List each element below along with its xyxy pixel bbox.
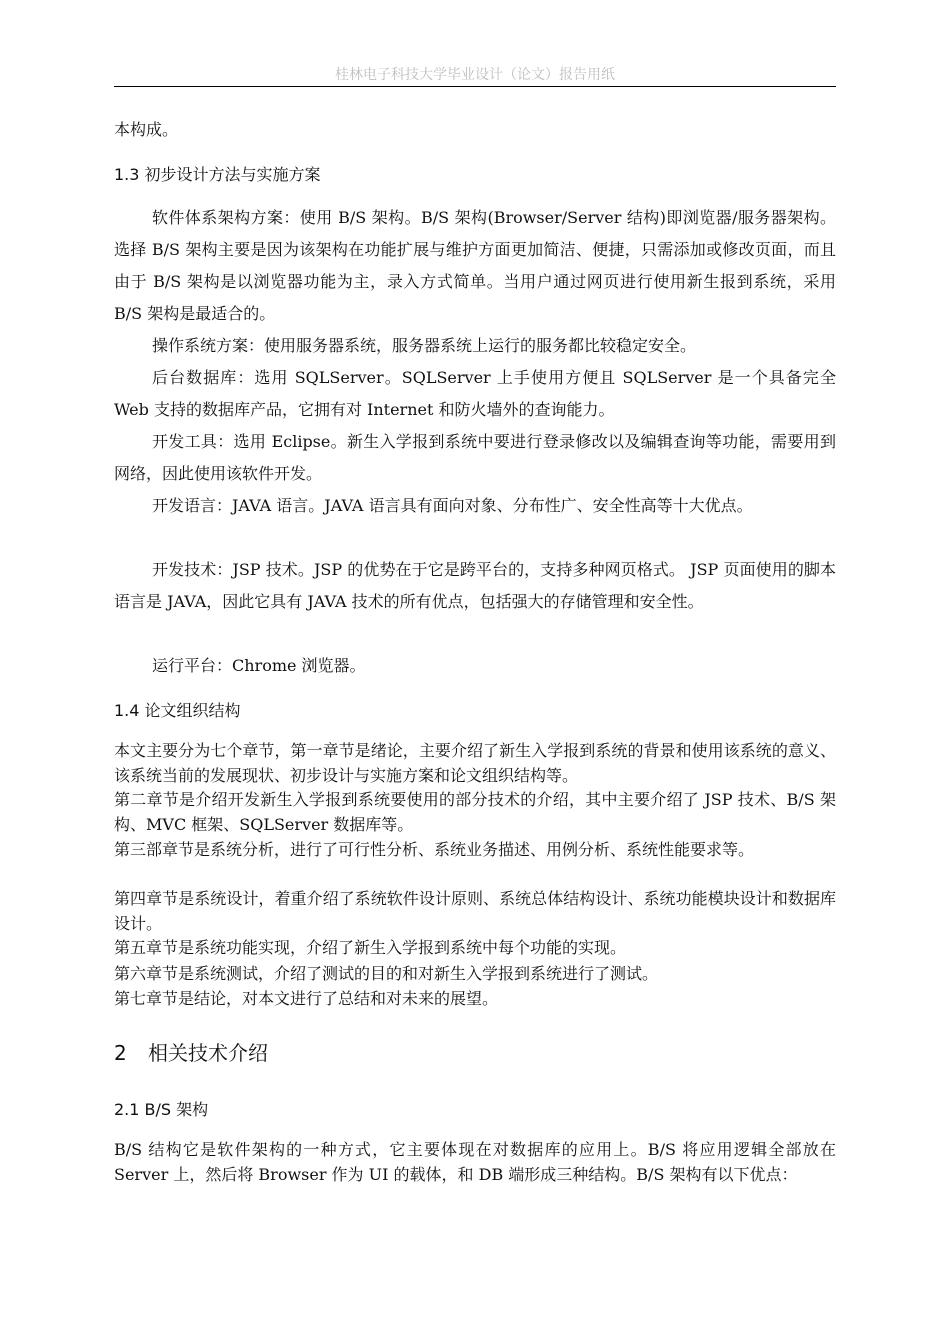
paragraph-bs-intro: B/S 结构它是软件架构的一种方式，它主要体现在对数据库的应用上。B/S 将应用逻辑全部放在 Server 上，然后将 Browser 作为 UI 的载体，和 DB 端形成三种结构。B/S 架构有以下优点：	[114, 1140, 836, 1184]
paragraph-dev-tech: 开发技术：JSP 技术。JSP 的优势在于它是跨平台的，支持多种网页格式。 JSP 页面使用的脚本语言是 JAVA，因此它具有 JAVA 技术的所有优点，包括强大的存储管理和安全性。	[114, 560, 836, 611]
section-heading-1-4: 1.4 论文组织结构	[114, 701, 241, 720]
paragraph-structure-5: 第五章节是系统功能实现，介绍了新生入学报到系统中每个功能的实现。	[114, 938, 627, 957]
paragraph-structure-4: 第四章节是系统设计，着重介绍了系统软件设计原则、系统总体结构设计、系统功能模块设计和数据库设计。	[114, 889, 836, 933]
paragraph-structure-1: 本文主要分为七个章节，第一章节是绪论，主要介绍了新生入学报到系统的背景和使用该系统的意义、该系统当前的发展现状、初步设计与实施方案和论文组织结构等。	[114, 741, 836, 785]
paragraph-structure-7: 第七章节是结论，对本文进行了总结和对未来的展望。	[114, 989, 499, 1008]
paragraph-os: 操作系统方案：使用服务器系统，服务器系统上运行的服务都比较稳定安全。	[152, 336, 697, 355]
paragraph-dev-tool: 开发工具：选用 Eclipse。新生入学报到系统中要进行登录修改以及编辑查询等功能，需要用到网络，因此使用该软件开发。	[114, 432, 836, 483]
chapter-heading-2	[114, 1039, 836, 1067]
section-heading-1-3: 1.3 初步设计方法与实施方案	[114, 165, 321, 184]
paragraph-platform: 运行平台：Chrome 浏览器。	[152, 656, 366, 675]
page-header: 桂林电子科技大学毕业设计（论文）报告用纸	[335, 67, 615, 83]
paragraph-dev-language: 开发语言：JAVA 语言。JAVA 语言具有面向对象、分布性广、安全性高等十大优点。	[152, 496, 753, 515]
chapter-title: 相关技术介绍	[148, 1041, 268, 1065]
paragraph-database: 后台数据库：选用 SQLServer。SQLServer 上手使用方便且 SQLServer 是一个具备完全 Web 支持的数据库产品，它拥有对 Internet 和防火墙外的查询能力。	[114, 368, 836, 419]
paragraph-architecture: 软件体系架构方案：使用 B/S 架构。B/S 架构(Browser/Server 结构)即浏览器/服务器架构。选择 B/S 架构主要是因为该架构在功能扩展与维护方面更加简洁、便捷，只需添加或修改页面，而且由于 B/S 架构是以浏览器功能为主，录入方式简单。当用户通过网页进行使用新生报到系统，采用 B/S 架构是最适合的。	[114, 208, 836, 323]
paragraph-structure-3: 第三部章节是系统分析，进行了可行性分析、系统业务描述、用例分析、系统性能要求等。	[114, 840, 755, 859]
paragraph-structure-2: 第二章节是介绍开发新生入学报到系统要使用的部分技术的介绍，其中主要介绍了 JSP 技术、B/S 架构、MVC 框架、SQLServer 数据库等。	[114, 790, 836, 834]
header-rule	[114, 86, 836, 87]
paragraph-structure-6: 第六章节是系统测试，介绍了测试的目的和对新生入学报到系统进行了测试。	[114, 964, 659, 983]
chapter-number: 2	[114, 1041, 127, 1065]
continued-paragraph: 本构成。	[114, 120, 179, 139]
section-heading-2-1: 2.1 B/S 架构	[114, 1100, 209, 1119]
